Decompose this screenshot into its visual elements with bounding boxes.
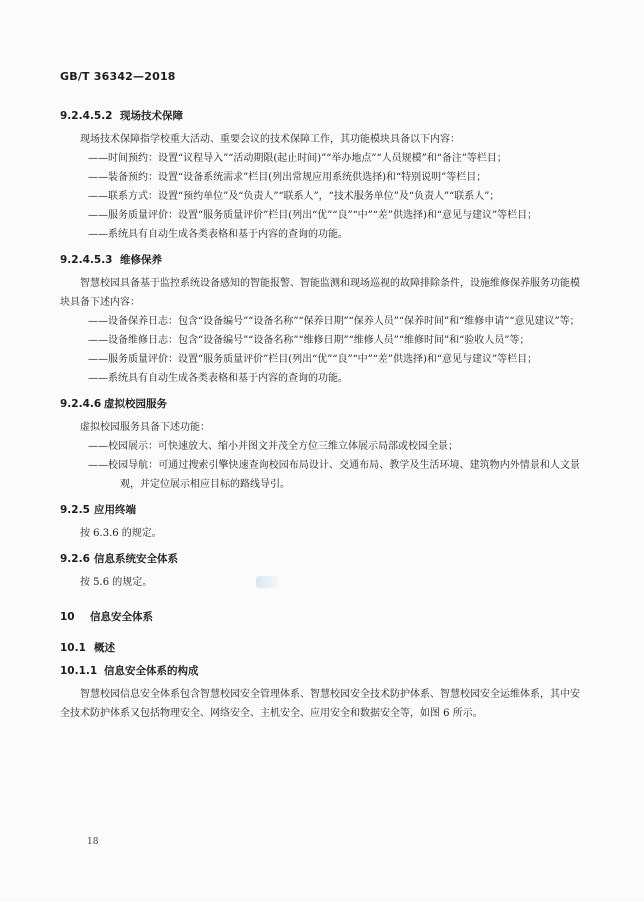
list-item: ——服务质量评价：设置“服务质量评价”栏目(列出“优”“良”“中”“差”供选择)和“意见与建议”等栏目；: [88, 210, 538, 221]
section-title: 信息安全体系: [90, 611, 153, 623]
section-9-2-4-6: [60, 397, 580, 494]
list-item: ——系统具有自动生成各类表格和基于内容的查询的功能。: [88, 373, 348, 384]
section-9-2-4-5-3: [60, 253, 580, 388]
section-9-2-6: [60, 552, 580, 592]
section-number: 9.2.4.6: [60, 398, 102, 410]
section-title: 虚拟校园服务: [104, 398, 167, 410]
list-item: ——装备预约：设置“设备系统需求”栏目(列出常规应用系统供选择)和“特别说明”等栏目；: [88, 172, 487, 183]
section-number: 9.2.5: [60, 504, 90, 516]
paragraph: 智慧校园信息安全体系包含智慧校园安全管理体系、智慧校园安全技术防护体系、智慧校园安全运维体系，其中安全技术防护体系又包括物理安全、网络安全、主机安全、应用安全和数据安全等，如图 6 所示。: [60, 689, 580, 719]
section-title: 信息安全体系的构成: [104, 665, 199, 677]
section-heading: [60, 664, 580, 679]
list-item: ——校园展示：可快速放大、缩小并图文并茂全方位三维立体展示局部或校园全景；: [88, 441, 458, 452]
list-item: ——系统具有自动生成各类表格和基于内容的查询的功能。: [88, 229, 348, 240]
paragraph: 按 5.6 的规定。: [80, 577, 153, 588]
list-item: ——校园导航：可通过搜索引擎快速查询校园布局设计、交通布局、教学及生活环境、建筑物内外情景和人文景观，并定位展示相应目标的路线导引。: [88, 460, 580, 490]
list-item: ——设备维修日志：包含“设备编号”“设备名称”“维修日期”“维修人员”“维修时间”和“验收人员”等；: [88, 335, 530, 346]
scan-smudge: [256, 576, 278, 588]
section-10: [60, 610, 580, 625]
section-title: 现场技术保障: [120, 110, 183, 122]
section-9-2-5: [60, 503, 580, 543]
section-number: 10.1.1: [60, 665, 98, 677]
section-10-1-1: [60, 664, 580, 723]
section-heading: [60, 397, 580, 412]
section-title: 应用终端: [94, 504, 136, 516]
paragraph: 现场技术保障指学校重大活动、重要会议的技术保障工作，其功能模块具备以下内容：: [80, 134, 460, 145]
section-9-2-4-5-2: [60, 109, 580, 244]
paragraph: 按 6.3.6 的规定。: [80, 528, 162, 539]
section-title: 维修保养: [120, 254, 162, 266]
paragraph: 智慧校园具备基于监控系统设备感知的智能报警、智能监测和现场巡视的故障排除条件，设施维修保养服务功能模块具备下述内容：: [60, 278, 580, 308]
standard-code: GB/T 36342—2018: [60, 70, 176, 83]
list-item: ——设备保养日志：包含“设备编号”“设备名称”“保养日期”“保养人员”“保养时间”和“维修申请”“意见建议”等；: [88, 316, 580, 327]
section-heading: [60, 253, 580, 268]
section-heading: [60, 552, 580, 567]
list-item: ——联系方式：设置“预约单位”及“负责人”“联系人”，“技术服务单位”及“负责人”“联系人”；: [88, 191, 500, 202]
section-number: 10.1: [60, 642, 86, 654]
paragraph: 虚拟校园服务具备下述功能：: [80, 422, 210, 433]
section-number: 9.2.4.5.3: [60, 254, 113, 266]
page-number: 18: [87, 837, 99, 847]
section-number: 10: [60, 611, 75, 623]
document-body: [60, 109, 580, 723]
section-10-1: [60, 641, 580, 656]
section-number: 9.2.4.5.2: [60, 110, 113, 122]
section-title: 信息系统安全体系: [94, 553, 178, 565]
section-heading: [60, 503, 580, 518]
section-number: 9.2.6: [60, 553, 90, 565]
list-item: ——服务质量评价：设置“服务质量评价”栏目(列出“优”“良”“中”“差”供选择)和“意见与建议”等栏目；: [88, 354, 538, 365]
section-title: 概述: [94, 642, 115, 654]
section-heading: [60, 641, 580, 656]
section-heading: [60, 610, 580, 625]
section-heading: [60, 109, 580, 124]
list-item: ——时间预约：设置“议程导入”“活动期限(起止时间)”“举办地点”“人员规模”和“备注”等栏目；: [88, 153, 507, 164]
